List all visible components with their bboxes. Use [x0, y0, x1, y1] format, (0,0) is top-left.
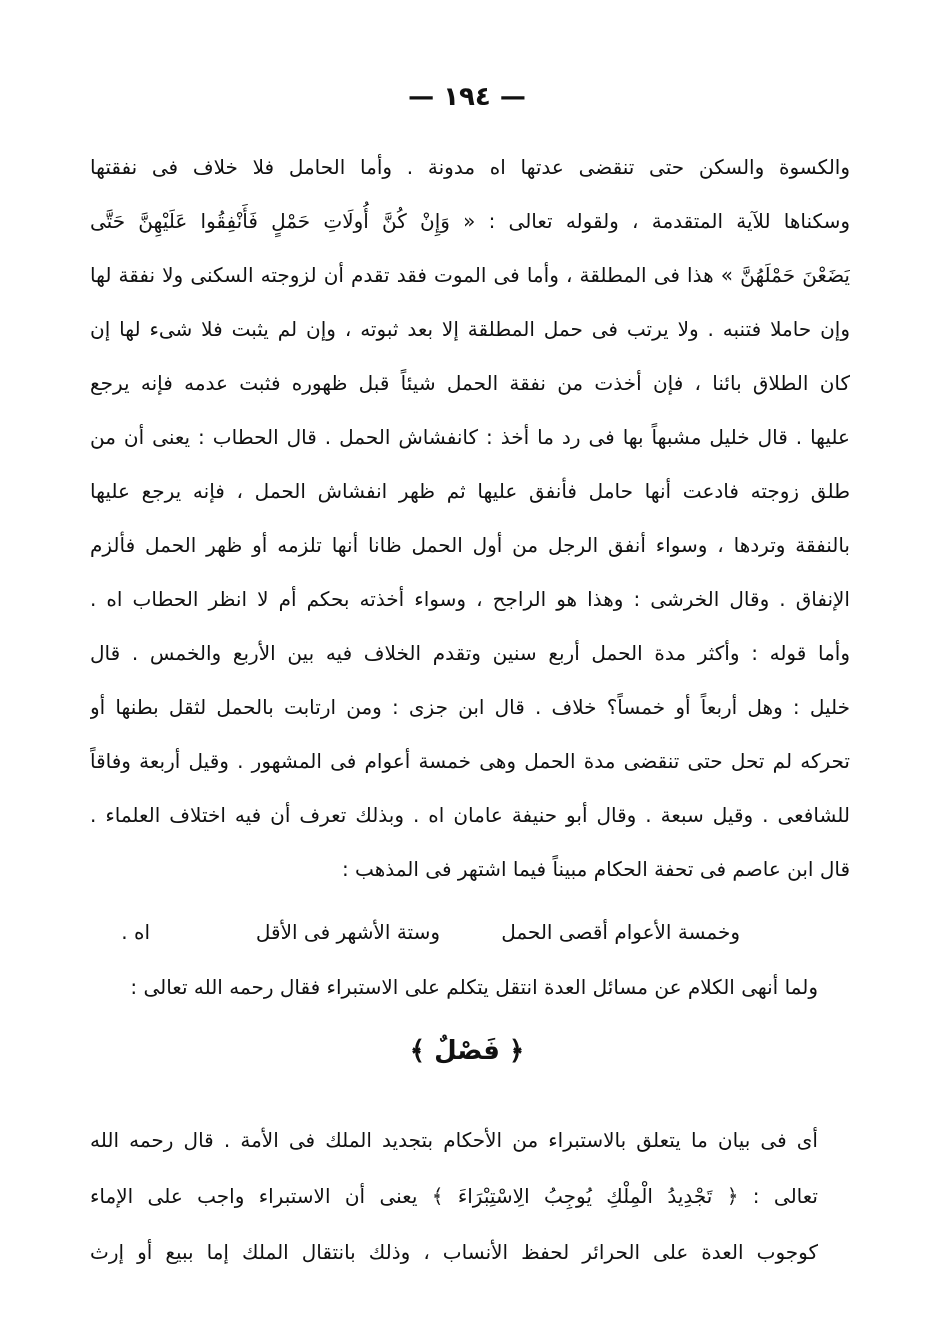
text-line: تحركه لم تحل حتى تنقضى مدة الحمل وهى خمسة أعوام فى المشهور . وقيل أربعة وفاقاً: [90, 749, 850, 773]
text-line: بالنفقة وتردها ، وسواء أنفق الرجل من أول الحمل ظانا أنها تلزمه أو ظهر الحمل فألزم: [90, 533, 850, 557]
text-line: خليل : وهل أربعاً أو خمساً؟ خلاف . قال ابن جزى : ومن ارتابت بالحمل لثقل بطنها أو: [90, 695, 850, 719]
poetry-verse: [100, 908, 740, 958]
lower-text-block: [90, 1112, 818, 1280]
text-line: والكسوة والسكن حتى تنقضى عدتها اه مدونة . وأما الحامل فلا خلاف فى نفقتها: [90, 155, 850, 179]
text-line: طلق زوجته فادعت أنها حامل فأنفق عليها ثم ظهر انفشاش الحمل ، فإنه يرجع عليها: [90, 479, 850, 503]
text-line: كوجوب العدة على الحرائر لحفظ الأنساب ، وذلك بانتقال الملك إما ببيع أو إرث: [90, 1240, 818, 1264]
text-line: وإن حاملا فتنبه . ولا يرتب فى حمل المطلقة إلا بعد ثبوته ، وإن لم يثبت فلا شىء لها إن: [90, 317, 850, 341]
text-line: للشافعى . وقيل سبعة . وقال أبو حنيفة عامان اه . وبذلك تعرف أن فيه اختلاف العلماء .: [90, 803, 850, 827]
text-line: وأما قوله : وأكثر مدة الحمل أربع سنين وتقدم الخلاف فيه بين الأربع والخمس . قال: [90, 641, 850, 665]
text-line: عليها . قال خليل مشبهاً بها فى رد ما أخذ : كانفشاش الحمل . قال الحطاب : يعنى أن من: [90, 425, 850, 449]
text-line: وسكناها للآية المتقدمة ، ولقوله تعالى : « وَإِنْ كُنَّ أُولَاتِ حَمْلٍ فَأَنْفِقُوا عَلَيْهِنَّ حَتَّى: [90, 209, 850, 233]
text-line: قال ابن عاصم فى تحفة الحكام مبيناً فيما اشتهر فى المذهب :: [341, 857, 850, 881]
text-line: كان الطلاق بائنا ، فإن أخذت من نفقة الحمل شيئاً قبل ظهوره فثبت عدمه فإنه يرجع: [90, 371, 850, 395]
text-line: الإنفاق . وقال الخرشى : وهذا هو الراجح ، وسواء أخذته بحكم أم لا انظر الحطاب اه .: [90, 587, 850, 611]
section-heading: ﴿ فَصْلٌ ﴾: [409, 1036, 525, 1066]
verse-first-hemistich: وخمسة الأعوام أقصى الحمل: [501, 920, 740, 944]
transition-block: [90, 960, 818, 1014]
verse-second-hemistich: وستة الأشهر فى الأقل: [255, 920, 440, 944]
page-number: — ١٩٤ —: [408, 82, 526, 112]
transition-line: ولما أنهى الكلام عن مسائل العدة انتقل يتكلم على الاستبراء فقال رحمه الله تعالى :: [130, 975, 818, 999]
text-line: يَضَعْنَ حَمْلَهُنَّ » هذا فى المطلقة ، وأما فى الموت فقد تقدم أن لزوجته السكنى ولا نفقة لها: [90, 263, 850, 287]
text-line: أى فى بيان ما يتعلق بالاستبراء من الأحكام بتجديد الملك فى الأمة . قال رحمه الله: [90, 1128, 818, 1152]
text-line: تعالى : ﴿ تَجْدِيدُ الْمِلْكِ يُوجِبُ الِاسْتِبْرَاءَ ﴾ يعنى أن الاستبراء واجب على الإماء: [90, 1184, 818, 1208]
verse-ending: اه .: [121, 920, 150, 944]
main-text-block: [90, 140, 850, 896]
